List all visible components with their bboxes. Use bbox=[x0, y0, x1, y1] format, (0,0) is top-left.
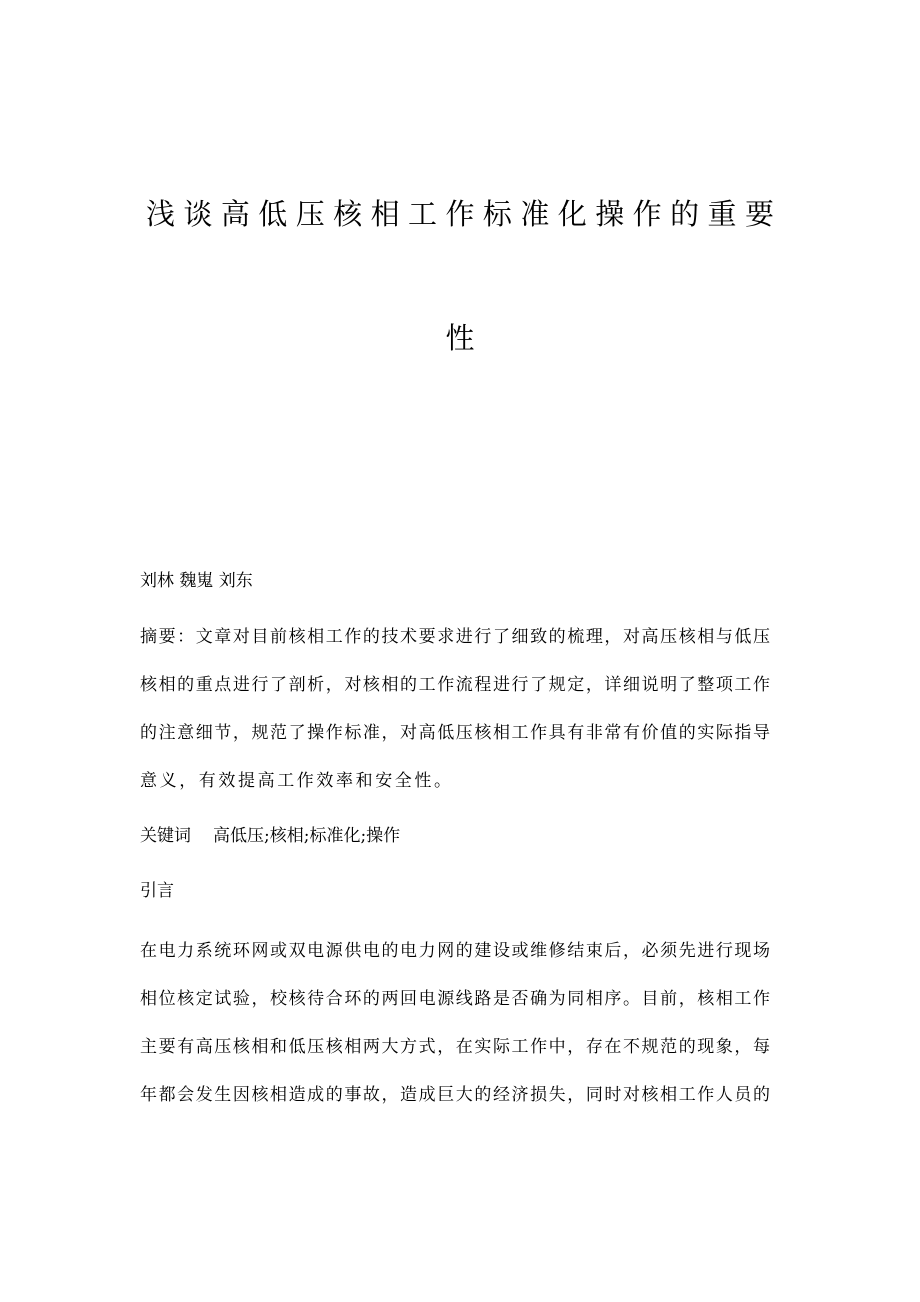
keywords-label: 关键词 bbox=[140, 826, 191, 846]
body-line: 年都会发生因核相造成的事故，造成巨大的经济损失，同时对核相工作人员的 bbox=[140, 1085, 770, 1105]
abstract-line: 摘要：文章对目前核相工作的技术要求进行了细致的梳理，对高压核相与低压 bbox=[140, 627, 770, 647]
abstract-line: 核相的重点进行了剖析，对核相的工作流程进行了规定，详细说明了整项工作 bbox=[140, 675, 770, 695]
document-title-line-2: 性 bbox=[445, 321, 475, 355]
document-title-line-1: 浅谈高低压核相工作标准化操作的重要 bbox=[146, 197, 774, 231]
section-heading: 引言 bbox=[140, 881, 174, 901]
authors: 刘林 魏嵬 刘东 bbox=[140, 571, 253, 591]
abstract-line: 的注意细节，规范了操作标准，对高低压核相工作具有非常有价值的实际指导 bbox=[140, 723, 770, 743]
keywords bbox=[140, 825, 400, 847]
abstract-line: 意义，有效提高工作效率和安全性。 bbox=[140, 771, 454, 791]
body-line: 相位核定试验，校核待合环的两回电源线路是否确为同相序。目前，核相工作 bbox=[140, 989, 770, 1009]
body-line: 在电力系统环网或双电源供电的电力网的建设或维修结束后，必须先进行现场 bbox=[140, 941, 770, 961]
keywords-value: 高低压;核相;标准化;操作 bbox=[213, 826, 401, 846]
body-line: 主要有高压核相和低压核相两大方式，在实际工作中，存在不规范的现象，每 bbox=[140, 1037, 770, 1057]
